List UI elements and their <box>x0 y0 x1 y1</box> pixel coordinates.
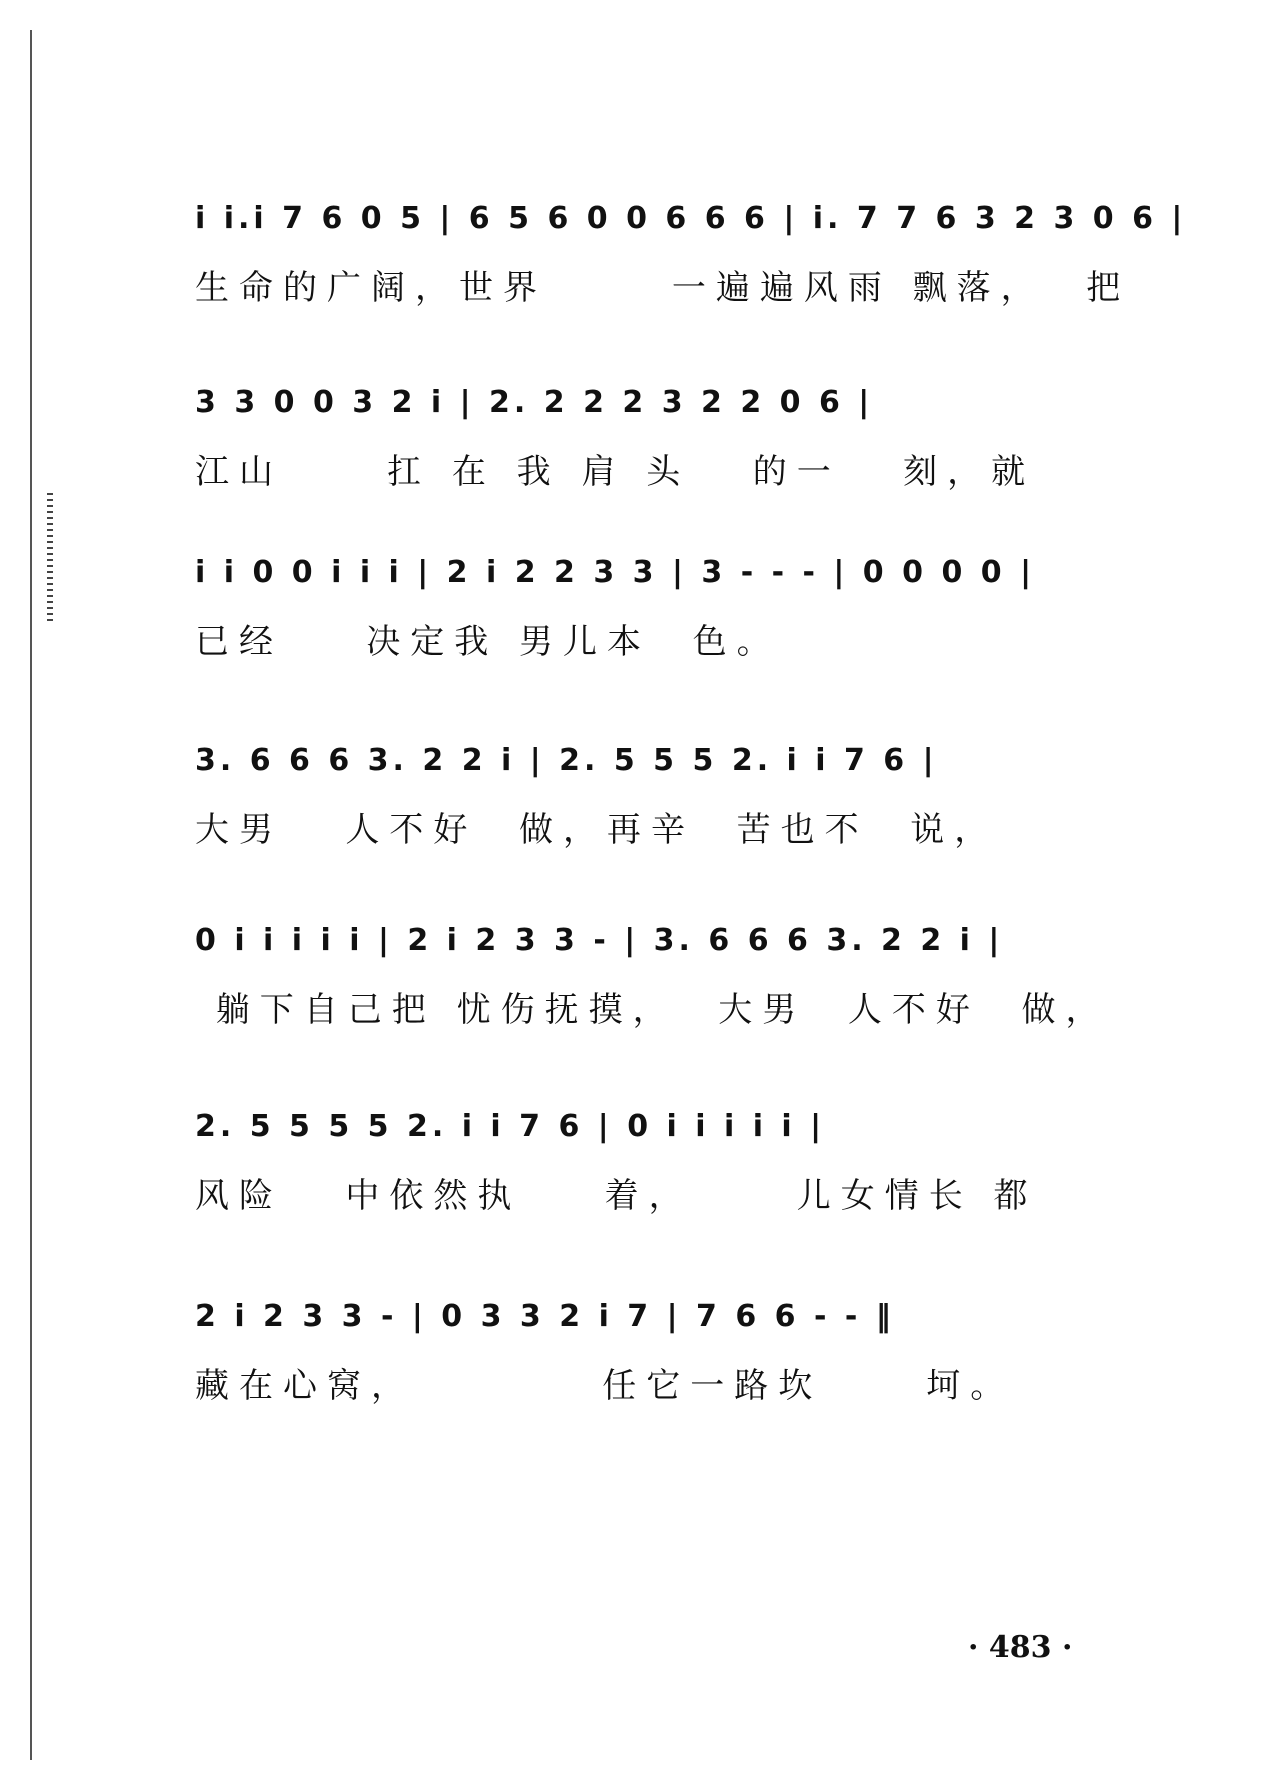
score-system-1 <box>195 168 1187 318</box>
lyrics-line: 江山 扛 在 我 肩 头 的一 刻，就 <box>195 452 1036 492</box>
notation-line: 3 3 0 0 3 2 i | 2. 2 2 2 3 2 2 0 6 | <box>195 385 874 420</box>
page-number: · 483 · <box>968 1630 1073 1665</box>
notation-line: 2. 5 5 5 5 2. i i 7 6 | 0 i i i i i | <box>195 1109 826 1144</box>
lyrics-line: 风险 中依然执 着， 儿女情长 都 <box>195 1176 1038 1216</box>
notation-line: 2 i 2 3 3 - | 0 3 3 2 i 7 | 7 6 6 - - ‖ <box>195 1299 895 1334</box>
score-system-7 <box>195 1266 1115 1416</box>
notation-line: 0 i i i i i | 2 i 2 3 3 - | 3. 6 6 6 3. 2 2 i | <box>195 923 1004 958</box>
score-system-4 <box>195 710 1115 860</box>
lyrics-line: 藏在心窝， 任它一路坎 坷。 <box>195 1366 1015 1406</box>
lyrics-line: 生命的广阔，世界 一遍遍风雨 飘落， 把 <box>195 268 1131 308</box>
lyrics-line: 躺下自己把 忧伤抚摸， 大男 人不好 做， <box>195 990 1110 1030</box>
score-system-5 <box>195 890 1115 1040</box>
page-margin-rule <box>30 30 32 1760</box>
notation-line: 3. 6 6 6 3. 2 2 i | 2. 5 5 5 2. i i 7 6 | <box>195 743 938 778</box>
notation-line: i i 0 0 i i i | 2 i 2 2 3 3 | 3 - - - | 0 0 0 0 | <box>195 555 1036 590</box>
score-system-2 <box>195 352 1115 502</box>
binding-marks <box>47 493 53 625</box>
notation-line: i i.i 7 6 0 5 | 6 5 6 0 0 6 6 6 | i. 7 7 6 3 2 3 0 6 | <box>195 201 1187 236</box>
lyrics-line: 已经 决定我 男儿本 色。 <box>195 622 781 662</box>
score-system-6 <box>195 1076 1115 1226</box>
lyrics-line: 大男 人不好 做，再辛 苦也不 说， <box>195 810 999 850</box>
score-system-3 <box>195 522 1115 672</box>
